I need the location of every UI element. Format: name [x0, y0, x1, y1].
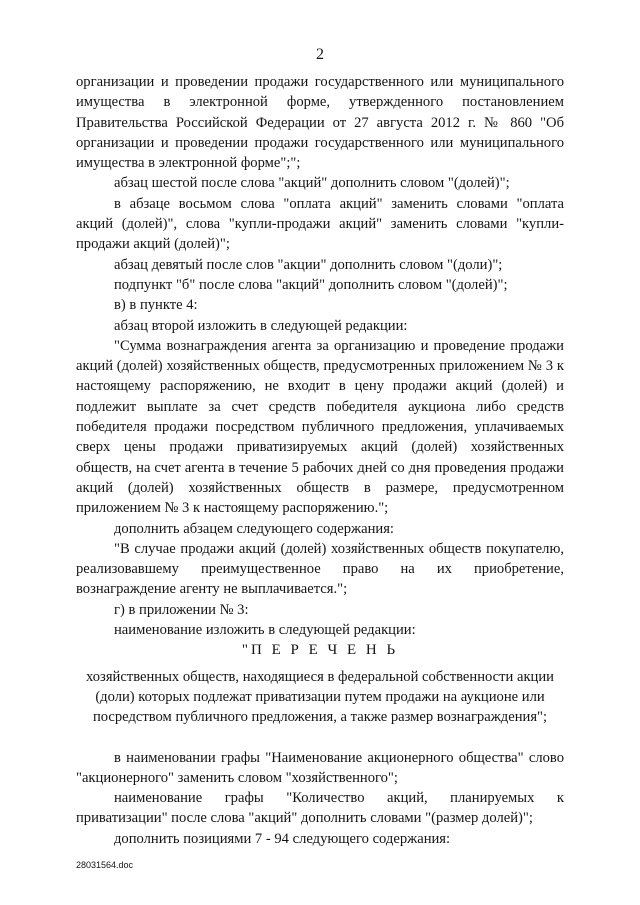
- file-name-footer: 28031564.doc: [76, 860, 134, 870]
- list-title: "П Е Р Е Ч Е Н Ь: [241, 642, 399, 659]
- paragraph: "В случае продажи акций (долей) хозяйственных обществ покупателю, реализовавшему преимущественное право на их приобретение, вознаграждение агенту не выплачивается.";: [76, 540, 564, 598]
- list-title-subtitle: хозяйственных обществ, находящиеся в федеральной собственности акции (доли) которых подлежат приватизации путем продажи на аукционе или посредством публичного предложения, а также размер вознаграждения";: [86, 668, 554, 726]
- spacer: [76, 728, 564, 748]
- document-body: [76, 72, 564, 849]
- paragraph: наименование изложить в следующей редакции:: [114, 622, 416, 639]
- paragraph: "Сумма вознаграждения агента за организацию и проведение продажи акций (долей) хозяйственных обществ, предусмотренных приложением № 3 к настоящему распоряжению, не входит в цену продажи акций (долей) и подлежит выплате за счет средств победителя аукциона либо средств победителя продажи посредством публичного предложения, уплачиваемых сверх цены продажи приватизируемых акций (долей) хозяйственных обществ, на счет агента в течение 5 рабочих дней со дня проведения продажи акций (долей) хозяйственных обществ в размере, предусмотренном приложением № 3 к настоящему распоряжению.";: [76, 337, 564, 517]
- paragraph: абзац шестой после слова "акций" дополнить словом "(долей)";: [114, 175, 510, 192]
- paragraph: организации и проведении продажи государственного или муниципального имущества в электронной форме, утвержденного постановлением Правительства Российской Федерации от 27 августа 2012 г. № 860 "Об организации и проведении продажи государственного или муниципального имущества в электронной форме";";: [76, 74, 564, 172]
- paragraph: г) в приложении № 3:: [114, 601, 249, 618]
- paragraph: подпункт "б" после слова "акций" дополнить словом "(долей)";: [114, 276, 508, 293]
- paragraph: дополнить абзацем следующего содержания:: [114, 520, 394, 537]
- paragraph: в наименовании графы "Наименование акционерного общества" слово "акционерного" заменить словом "хозяйственного";: [76, 749, 564, 786]
- paragraph: дополнить позициями 7 - 94 следующего содержания:: [114, 830, 451, 847]
- paragraph: абзац второй изложить в следующей редакции:: [114, 317, 408, 334]
- paragraph: наименование графы "Количество акций, планируемых к приватизации" после слова "акций" дополнить словами "(размер долей)";: [76, 790, 564, 827]
- page-number: 2: [316, 46, 324, 63]
- paragraph: в абзаце восьмом слова "оплата акций" заменить словами "оплата акций (долей)", слова "купли-продажи акций" заменить словами "купли-продажи акций (долей)";: [76, 195, 564, 253]
- paragraph: в) в пункте 4:: [114, 297, 198, 314]
- paragraph: абзац девятый после слов "акции" дополнить словом "(доли)";: [114, 256, 503, 273]
